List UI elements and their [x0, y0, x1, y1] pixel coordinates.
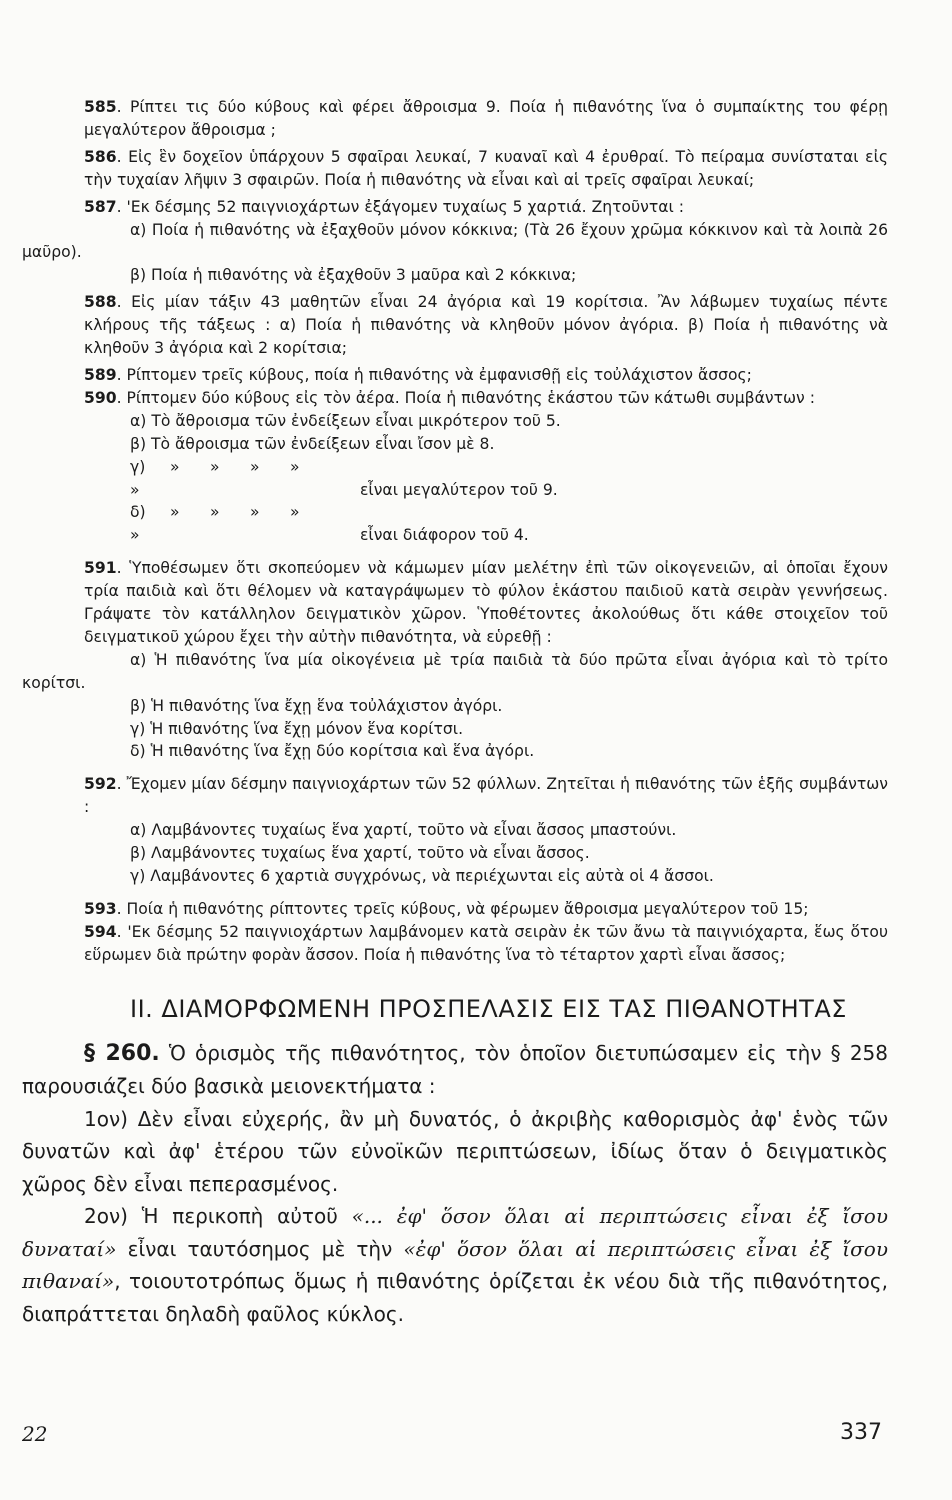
section-intro — [22, 1037, 888, 1103]
exercise-text: Ἔχομεν μίαν δέσμην παιγνιοχάρτων τῶν 52 φύλλων. Ζητεῖται ἡ πιθανότης τῶν ἑξῆς συμβάντων : — [84, 775, 888, 817]
exercise-number: 591 — [84, 559, 117, 578]
exercise-591-b: β) Ἡ πιθανότης ἵνα ἔχῃ ἕνα τοὐλάχιστον ἀγόρι. — [130, 696, 503, 715]
footer-signature: 22 — [22, 1422, 48, 1446]
exercise-text: 'Εκ δέσμης 52 παιγνιοχάρτων λαμβάνομεν κατὰ σειρὰν ἐκ τῶν ἄνω τὰ παιγνιόχαρτα, ἕως ὅτου εὕρωμεν διὰ πρώτην φορὰν ἄσσον. Ποία ἡ πιθανότης ἵνα τὸ τέταρτον χαρτὶ εἶναι ἄσσος; — [84, 922, 888, 964]
exercise-586: 586. Εἰς ἓν δοχεῖον ὑπάρχουν 5 σφαῖραι λευκαί, 7 κυαναῖ καὶ 4 ἐρυθραί. Τὸ πείραμα συνίσταται εἰς τὴν τυχαίαν λῆψιν 3 σφαιρῶν. Ποία ἡ πιθανότης νὰ εἶναι καὶ αἱ τρεῖς σφαῖραι λευκαί; — [84, 147, 888, 189]
exercise-number: 587 — [84, 197, 117, 216]
exercise-text: Εἰς μίαν τάξιν 43 μαθητῶν εἶναι 24 ἀγόρια καὶ 19 κορίτσια. Ἂν λάβωμεν τυχαίως πέντε κλήρους τῆς τάξεως : α) Ποία ἡ πιθανότης νὰ κληθοῦν μόνον ἀγόρια. β) Ποία ἡ πιθανότης νὰ κληθοῦν 3 ἀγόρια καὶ 2 κορίτσια; — [84, 293, 889, 358]
exercise-number: 592 — [84, 775, 117, 794]
exercise-text: Ὑποθέσωμεν ὅτι σκοπεύομεν νὰ κάμωμεν μίαν μελέτην ἐπὶ τῶν οἰκογενειῶν, αἱ ὁποῖαι ἔχουν τρία παιδιὰ καὶ ὅτι θέλομεν νὰ καταγράψωμεν τὸ φύλον ἑκάστου παιδιοῦ κατὰ σειρὰν γεννήσεως. Γράψατε τὸν κατάλληλον δειγματικὸν χῶρον. Ὑποθέτοντες ἀκολούθως ὅτι κάθε στοιχεῖον τοῦ δειγματικοῦ χώρου ἔχει τὴν αὐτὴν πιθανότητα, νὰ εὑρεθῇ : — [84, 559, 888, 646]
exercise-589: 589. Ρίπτομεν τρεῖς κύβους, ποία ἡ πιθανότης νὰ ἐμφανισθῇ εἰς τοὐλάχιστον ἄσσος; — [84, 365, 752, 384]
exercise-590-d: δ) » » » »» εἶναι διάφορον τοῦ 4. — [130, 503, 529, 545]
section-260 — [22, 1037, 888, 1331]
exercise-590: 590. Ρίπτομεν δύο κύβους εἰς τὸν ἀέρα. Ποία ἡ πιθανότης ἑκάστου τῶν κάτωθι συμβάντων : — [84, 388, 815, 407]
exercise-587-b: β) Ποία ἡ πιθανότης νὰ ἐξαχθοῦν 3 μαῦρα καὶ 2 κόκκινα; — [130, 266, 577, 285]
exercise-number: 590 — [84, 388, 117, 407]
section-point-1: 1ον) Δὲν εἶναι εὐχερής, ἂν μὴ δυνατός, ὁ ἀκριβὴς καθορισμὸς ἀφ' ἑνὸς τῶν δυνατῶν καὶ ἀφ' ἑτέρου τῶν εὐνοϊκῶν περιπτώσεων, ἰδίως ὅταν ὁ δειγματικὸς χῶρος δὲν εἶναι πεπερασμένος. — [22, 1106, 888, 1196]
exercise-592-b: β) Λαμβάνοντες τυχαίως ἕνα χαρτί, τοῦτο νὰ εἶναι ἄσσος. — [130, 844, 590, 863]
exercise-text: Ρίπτομεν δύο κύβους εἰς τὸν ἀέρα. Ποία ἡ πιθανότης ἑκάστου τῶν κάτωθι συμβάντων : — [126, 388, 815, 407]
exercise-592: 592. Ἔχομεν μίαν δέσμην παιγνιοχάρτων τῶν 52 φύλλων. Ζητεῖται ἡ πιθανότης τῶν ἑξῆς συμβάντων : — [84, 775, 888, 817]
exercise-text: Ρίπτομεν τρεῖς κύβους, ποία ἡ πιθανότης νὰ ἐμφανισθῇ εἰς τοὐλάχιστον ἄσσος; — [126, 365, 752, 384]
exercise-588: 588. Εἰς μίαν τάξιν 43 μαθητῶν εἶναι 24 ἀγόρια καὶ 19 κορίτσια. Ἂν λάβωμεν τυχαίως πέντε κλήρους τῆς τάξεως : α) Ποία ἡ πιθανότης νὰ κληθοῦν μόνον ἀγόρια. β) Ποία ἡ πιθανότης νὰ κληθοῦν 3 ἀγόρια καὶ 2 κορίτσια; — [84, 293, 889, 358]
exercise-number: 589 — [84, 365, 117, 384]
exercise-591: 591. Ὑποθέσωμεν ὅτι σκοπεύομεν νὰ κάμωμεν μίαν μελέτην ἐπὶ τῶν οἰκογενειῶν, αἱ ὁποῖαι ἔχουν τρία παιδιὰ καὶ ὅτι θέλομεν νὰ καταγράψωμεν τὸ φύλον ἑκάστου παιδιοῦ κατὰ σειρὰν γεννήσεως. Γράψατε τὸν κατάλληλον δειγματικὸν χῶρον. Ὑποθέτοντες ἀκολούθως ὅτι κάθε στοιχεῖον τοῦ δειγματικοῦ χώρου ἔχει τὴν αὐτὴν πιθανότητα, νὰ εὑρεθῇ : — [84, 559, 888, 646]
section-heading: ΙΙ. ΔΙΑΜΟΡΦΩΜΕΝΗ ΠΡΟΣΠΕΛΑΣΙΣ ΕΙΣ ΤΑΣ ΠΙΘΑΝΟΤΗΤΑΣ — [130, 994, 847, 1023]
exercise-592-a: α) Λαμβάνοντες τυχαίως ἕνα χαρτί, τοῦτο νὰ εἶναι ἄσσος μπαστούνι. — [130, 821, 677, 840]
section-intro-text: Ὁ ὁρισμὸς τῆς πιθανότητος, τὸν ὁποῖον διετυπώσαμεν εἰς τὴν § 258 παρουσιάζει δύο βασικὰ μειονεκτήματα : — [22, 1040, 889, 1099]
exercise-590-a: α) Τὸ ἄθροισμα τῶν ἐνδείξεων εἶναι μικρότερον τοῦ 5. — [130, 411, 561, 430]
exercise-587: 587. 'Εκ δέσμης 52 παιγνιοχάρτων ἐξάγομεν τυχαίως 5 χαρτιά. Ζητοῦνται : — [84, 197, 684, 216]
page-content — [22, 96, 888, 1330]
exercise-590-c: γ) » » » »» εἶναι μεγαλύτερον τοῦ 9. — [130, 457, 558, 499]
exercise-587-a: α) Ποία ἡ πιθανότης νὰ ἐξαχθοῦν μόνον κόκκινα; (Τὰ 26 ἔχουν χρῶμα κόκκινον καὶ τὰ λοιπὰ 26 μαῦρο). — [22, 220, 888, 262]
exercise-592-c: γ) Λαμβάνοντες 6 χαρτιὰ συγχρόνως, νὰ περιέχωνται εἰς αὐτὰ οἱ 4 ἄσσοι. — [130, 867, 714, 885]
exercise-number: 585 — [84, 98, 117, 116]
exercise-text: Ποία ἡ πιθανότης ρίπτοντες τρεῖς κύβους, νὰ φέρωμεν ἄθροισμα μεγαλύτερον τοῦ 15; — [126, 899, 809, 918]
page-number: 337 — [840, 1420, 882, 1445]
exercise-text: 'Εκ δέσμης 52 παιγνιοχάρτων ἐξάγομεν τυχαίως 5 χαρτιά. Ζητοῦνται : — [126, 197, 684, 216]
exercise-text: Εἰς ἓν δοχεῖον ὑπάρχουν 5 σφαῖραι λευκαί, 7 κυαναῖ καὶ 4 ἐρυθραί. Τὸ πείραμα συνίσταται εἰς τὴν τυχαίαν λῆψιν 3 σφαιρῶν. Ποία ἡ πιθανότης νὰ εἶναι καὶ αἱ τρεῖς σφαῖραι λευκαί; — [84, 147, 888, 189]
exercise-591-a: α) Ἡ πιθανότης ἵνα μία οἰκογένεια μὲ τρία παιδιὰ τὰ δύο πρῶτα εἶναι ἀγόρια καὶ τὸ τρίτο κορίτσι. — [22, 650, 888, 692]
exercise-text: Ρίπτει τις δύο κύβους καὶ φέρει ἄθροισμα 9. Ποία ἡ πιθανότης ἵνα ὁ συμπαίκτης του φέρῃ μεγαλύτερον ἄθροισμα ; — [84, 98, 888, 139]
exercise-591-d: δ) Ἡ πιθανότης ἵνα ἔχῃ δύο κορίτσια καὶ ἕνα ἀγόρι. — [130, 742, 535, 761]
exercise-number: 588 — [84, 293, 117, 312]
exercise-number: 586 — [84, 147, 117, 166]
exercise-list — [22, 96, 888, 967]
quote-1: «... ἐφ' ὅσον ὅλαι αἱ περιπτώσεις εἶναι ἐξ ἴσου δυναταί» — [22, 1204, 888, 1261]
exercise-number: 594 — [84, 922, 117, 941]
section-point-2: 2ον) Ἡ περικοπὴ αὐτοῦ «... ἐφ' ὅσον ὅλαι αἱ περιπτώσεις εἶναι ἐξ ἴσου δυναταί» εἶναι ταυτόσημος μὲ τὴν «ἐφ' ὅσον ὅλαι αἱ περιπτώσεις εἶναι ἐξ ἴσου πιθαναί», τοιουτοτρόπως ὅμως ἡ πιθανότης ὁρίζεται ἐκ νέου διὰ τῆς πιθανότητος, διαπράττεται δηλαδὴ φαῦλος κύκλος. — [22, 1204, 888, 1326]
quote-2: «ἐφ' ὅσον ὅλαι αἱ περιπτώσεις εἶναι ἐξ ἴσου πιθαναί» — [22, 1236, 888, 1294]
exercise-594: 594. 'Εκ δέσμης 52 παιγνιοχάρτων λαμβάνομεν κατὰ σειρὰν ἐκ τῶν ἄνω τὰ παιγνιόχαρτα, ἕως ὅτου εὕρωμεν διὰ πρώτην φορὰν ἄσσον. Ποία ἡ πιθανότης ἵνα τὸ τέταρτον χαρτὶ εἶναι ἄσσος; — [84, 922, 888, 964]
exercise-number: 593 — [84, 899, 117, 918]
exercise-585: 585. Ρίπτει τις δύο κύβους καὶ φέρει ἄθροισμα 9. Ποία ἡ πιθανότης ἵνα ὁ συμπαίκτης του φέρῃ μεγαλύτερον ἄθροισμα ; — [84, 98, 888, 139]
exercise-593: 593. Ποία ἡ πιθανότης ρίπτοντες τρεῖς κύβους, νὰ φέρωμεν ἄθροισμα μεγαλύτερον τοῦ 15; — [84, 899, 809, 918]
exercise-590-b: β) Τὸ ἄθροισμα τῶν ἐνδείξεων εἶναι ἴσον μὲ 8. — [130, 434, 495, 453]
section-mark: § 260. — [84, 1040, 160, 1066]
exercise-591-c: γ) Ἡ πιθανότης ἵνα ἔχῃ μόνον ἕνα κορίτσι. — [130, 719, 464, 738]
